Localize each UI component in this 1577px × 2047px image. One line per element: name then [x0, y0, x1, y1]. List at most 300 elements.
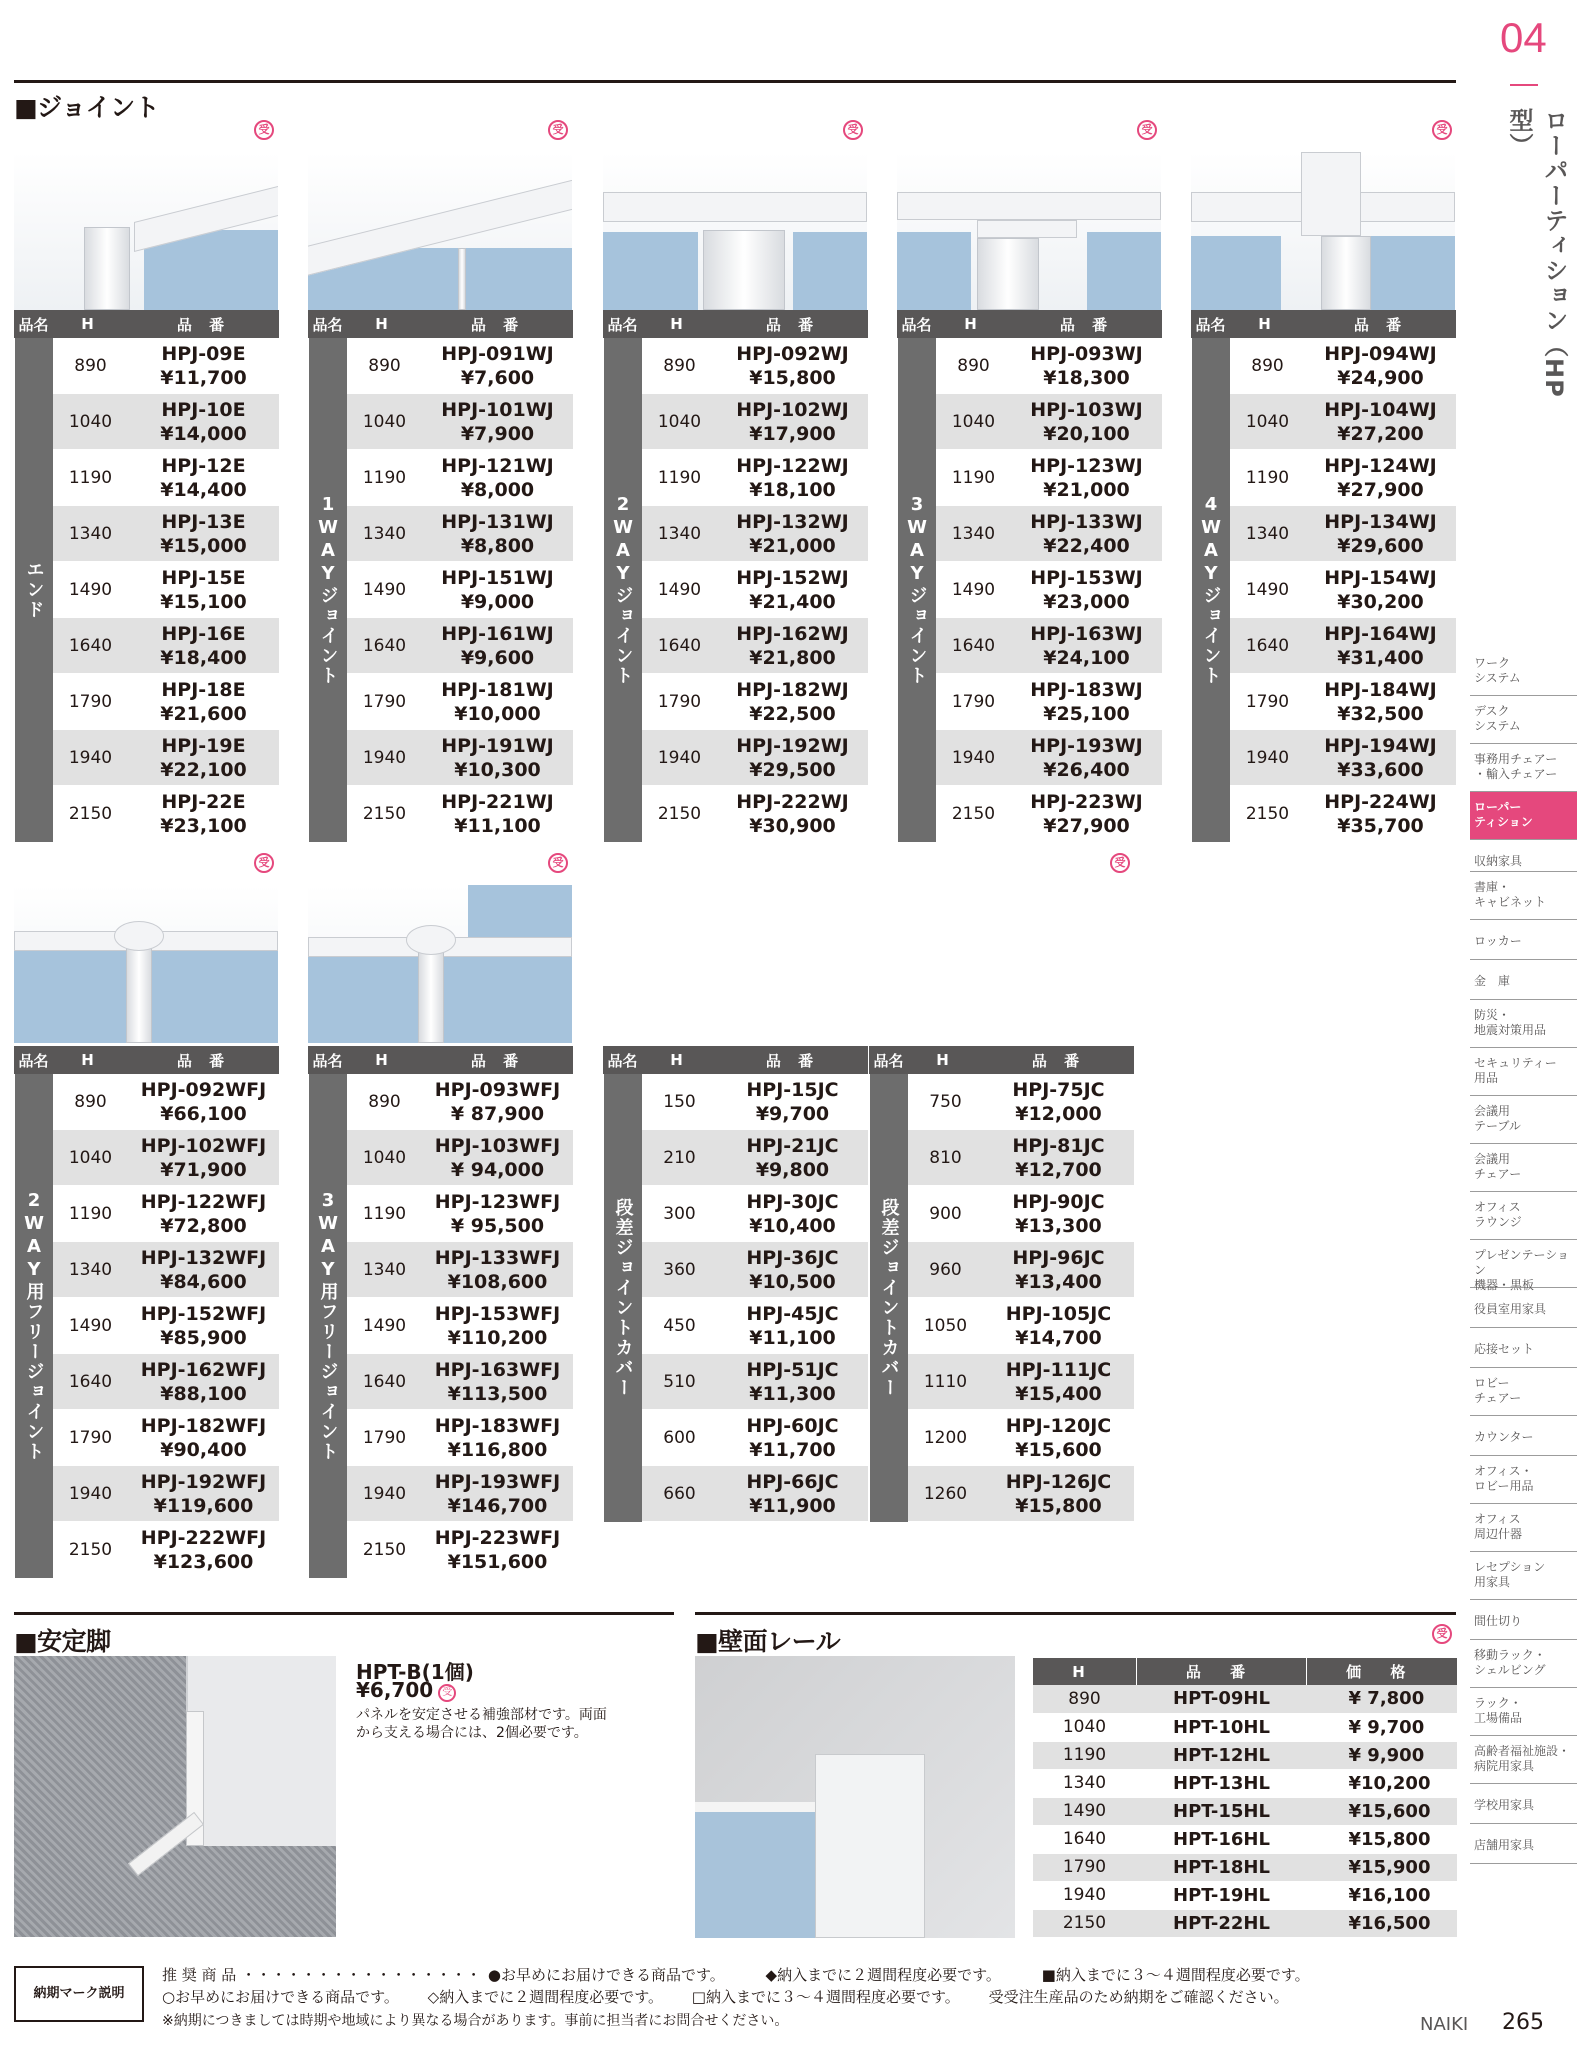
- price: ¥9,000: [460, 590, 535, 613]
- height-cell: 890: [347, 1074, 423, 1130]
- height-cell: 1490: [53, 562, 129, 618]
- part-number: HPJ-193WJ: [1030, 734, 1143, 757]
- price: ¥ 7,800: [1307, 1685, 1457, 1713]
- column-header: H: [53, 1047, 129, 1074]
- table-row: [1192, 394, 1456, 450]
- sidebar-item-label: 金 庫: [1474, 974, 1511, 988]
- height-cell: 1940: [347, 1466, 423, 1522]
- part-number: HPJ-36JC: [746, 1246, 839, 1269]
- footer-line1: [162, 1964, 1310, 1985]
- price: ¥72,800: [160, 1214, 247, 1237]
- height-cell: 1490: [936, 562, 1012, 618]
- table-row: [15, 1074, 279, 1130]
- part-number: HPJ-105JC: [1005, 1302, 1112, 1325]
- part-price-cell: [423, 1522, 573, 1578]
- sidebar-item[interactable]: [1470, 792, 1577, 840]
- footer-mark-uke: 受受注生産品のため納期をご確認ください。: [988, 1988, 1289, 2006]
- height-cell: 2150: [642, 786, 718, 842]
- price: ¥22,400: [1043, 534, 1130, 557]
- column-header: H: [936, 311, 1012, 338]
- part-price-cell: [423, 450, 573, 506]
- part-price-cell: [129, 1186, 279, 1242]
- table-header-row: [309, 311, 573, 338]
- part-number: HPJ-092WJ: [736, 342, 849, 365]
- sidebar-item[interactable]: [1470, 1416, 1577, 1456]
- table-row: [1033, 1741, 1457, 1769]
- table-header-row: [309, 1047, 573, 1074]
- height-cell: 1040: [53, 394, 129, 450]
- price: ¥10,200: [1307, 1769, 1457, 1797]
- height-cell: 1040: [347, 1130, 423, 1186]
- table-row: [870, 1298, 1134, 1354]
- sidebar-item[interactable]: [1470, 1096, 1577, 1144]
- footer-mark-square-open: □納入までに３〜４週間程度必要です。: [691, 1988, 960, 2006]
- price: ¥21,000: [749, 534, 836, 557]
- table-row: [898, 786, 1162, 842]
- sidebar-item[interactable]: [1470, 960, 1577, 1000]
- part-price-cell: [1012, 394, 1162, 450]
- sidebar-item[interactable]: [1470, 1552, 1577, 1600]
- sidebar-item[interactable]: [1470, 1144, 1577, 1192]
- height-cell: 2150: [53, 1522, 129, 1578]
- part-price-cell: [129, 1410, 279, 1466]
- table-row: [15, 1354, 279, 1410]
- stand-model: HPT-B(1個): [356, 1660, 474, 1684]
- sidebar-item[interactable]: [1470, 872, 1577, 920]
- price: ¥23,100: [160, 814, 247, 837]
- part-price-cell: [1306, 618, 1456, 674]
- table-row: [309, 618, 573, 674]
- height-cell: 1190: [347, 450, 423, 506]
- price: ¥10,300: [454, 758, 541, 781]
- part-number: HPJ-60JC: [746, 1414, 839, 1437]
- table-row: [604, 1354, 868, 1410]
- stand-rule: [14, 1612, 674, 1615]
- height-cell: 1200: [908, 1410, 984, 1466]
- part-number: HPJ-132WJ: [736, 510, 849, 533]
- height-cell: 600: [642, 1410, 718, 1466]
- table-row: [1033, 1769, 1457, 1797]
- price-table: [308, 1046, 573, 1578]
- sidebar-item-label: 高齢者福祉施設・ 病院用家具: [1474, 1744, 1571, 1773]
- price: ¥88,100: [160, 1382, 247, 1405]
- price: ¥29,500: [749, 758, 836, 781]
- sidebar-item[interactable]: [1470, 1000, 1577, 1048]
- sidebar-item[interactable]: [1470, 840, 1577, 872]
- height-cell: 1490: [347, 1298, 423, 1354]
- price: ¥27,900: [1337, 478, 1424, 501]
- column-header: H: [53, 311, 129, 338]
- sidebar-item-label: 間仕切り: [1474, 1614, 1523, 1628]
- part-number: HPJ-122WJ: [736, 454, 849, 477]
- price: ¥15,600: [1307, 1797, 1457, 1825]
- column-header: 品名: [15, 311, 53, 338]
- footer-mark-circle: ●お早めにお届けできる商品です。: [487, 1966, 725, 1984]
- price: ¥30,900: [749, 814, 836, 837]
- price: ¥11,100: [749, 1326, 836, 1349]
- table-row: [1033, 1713, 1457, 1741]
- height-cell: 1640: [1230, 618, 1306, 674]
- part-price-cell: [718, 450, 868, 506]
- sidebar-item-label: 役員室用家具: [1474, 1302, 1547, 1316]
- product-name: 2WAYジョイント: [604, 338, 642, 842]
- column-header: 品名: [309, 311, 347, 338]
- table-row: [870, 1354, 1134, 1410]
- table-row: [898, 674, 1162, 730]
- height-cell: 1640: [936, 618, 1012, 674]
- height-cell: 810: [908, 1130, 984, 1186]
- part-number: HPJ-22E: [161, 790, 246, 813]
- price: ¥119,600: [153, 1494, 254, 1517]
- price: ¥71,900: [160, 1158, 247, 1181]
- product-name: 段差ジョイントカバー: [870, 1074, 908, 1522]
- table-header-row: [15, 311, 279, 338]
- height-cell: 890: [642, 338, 718, 394]
- table-row: [309, 1466, 573, 1522]
- table-row: [309, 674, 573, 730]
- sidebar-item[interactable]: [1470, 1328, 1577, 1368]
- part-price-cell: [718, 674, 868, 730]
- sidebar-item-label: プレゼンテーション 機器・黒板: [1474, 1248, 1570, 1292]
- part-price-cell: [718, 618, 868, 674]
- table-row: [604, 1242, 868, 1298]
- part-price-cell: [718, 562, 868, 618]
- part-price-cell: [1012, 450, 1162, 506]
- sidebar-item-label: 応接セット: [1474, 1342, 1535, 1356]
- sidebar-item-label: 書庫・ キャビネット: [1474, 880, 1547, 909]
- sidebar-item[interactable]: [1470, 648, 1577, 696]
- part-price-cell: [718, 786, 868, 842]
- table-row: [604, 786, 868, 842]
- part-number: HPJ-102WFJ: [140, 1134, 267, 1157]
- table-row: [1192, 730, 1456, 786]
- height-cell: 1040: [642, 394, 718, 450]
- table-row: [1192, 506, 1456, 562]
- sidebar-item-label: カウンター: [1474, 1430, 1534, 1444]
- height-cell: 890: [1230, 338, 1306, 394]
- column-header: 品名: [604, 311, 642, 338]
- table-row: [309, 1186, 573, 1242]
- height-cell: 1340: [53, 506, 129, 562]
- height-cell: 1940: [53, 1466, 129, 1522]
- price: ¥ 87,900: [450, 1102, 545, 1125]
- height-cell: 1640: [1033, 1825, 1137, 1853]
- joint-photo: [14, 885, 278, 1043]
- part-number: HPJ-15JC: [746, 1078, 839, 1101]
- height-cell: 1340: [936, 506, 1012, 562]
- part-number: HPJ-103WJ: [1030, 398, 1143, 421]
- table-header-row: [870, 1047, 1134, 1074]
- part-price-cell: [129, 1242, 279, 1298]
- height-cell: 1790: [1033, 1853, 1137, 1881]
- part-price-cell: [718, 1466, 868, 1522]
- price-table: [869, 1046, 1134, 1522]
- price: ¥ 95,500: [450, 1214, 545, 1237]
- product-name: エンド: [15, 338, 53, 842]
- footer-note: ※納期につきましては時期や地域により異なる場合があります。事前に担当者にお問合せください。: [162, 2013, 789, 2029]
- sidebar-item-label: ワーク システム: [1474, 656, 1521, 685]
- price: ¥113,500: [447, 1382, 548, 1405]
- part-number: HPJ-093WJ: [1030, 342, 1143, 365]
- footer-recommend: 推 奨 商 品 ・・・・・・・・・・・・・・・・: [162, 1966, 482, 1984]
- price: ¥11,100: [454, 814, 541, 837]
- table-header-row: [15, 1047, 279, 1074]
- stand-price-row: [356, 1678, 456, 1702]
- sidebar-item-label: 店舗用家具: [1474, 1838, 1535, 1852]
- part-price-cell: [1306, 730, 1456, 786]
- table-row: [15, 394, 279, 450]
- stand-description: パネルを安定させる補強部材です。両面から支える場合には、2個必要です。: [356, 1707, 607, 1741]
- table-row: [15, 786, 279, 842]
- part-price-cell: [718, 506, 868, 562]
- sidebar-item[interactable]: [1470, 1504, 1577, 1552]
- part-number: HPJ-121WJ: [441, 454, 554, 477]
- part-price-cell: [129, 506, 279, 562]
- table-row: [604, 730, 868, 786]
- column-header: 品名: [898, 311, 936, 338]
- sidebar-item-label: オフィス 周辺什器: [1474, 1512, 1523, 1541]
- table-row: [1192, 338, 1456, 394]
- price: ¥17,900: [749, 422, 836, 445]
- height-cell: 1040: [1033, 1713, 1137, 1741]
- part-number: HPJ-09E: [161, 342, 246, 365]
- price: ¥25,100: [1043, 702, 1130, 725]
- table-header-row: [604, 311, 868, 338]
- height-cell: 2150: [347, 786, 423, 842]
- table-row: [309, 394, 573, 450]
- price: ¥27,200: [1337, 422, 1424, 445]
- sidebar-item[interactable]: [1470, 1368, 1577, 1416]
- height-cell: 210: [642, 1130, 718, 1186]
- chapter-title: ローパーティション（HP型）: [1505, 108, 1568, 398]
- price: ¥116,800: [447, 1438, 548, 1461]
- height-cell: 1340: [642, 506, 718, 562]
- part-price-cell: [423, 1410, 573, 1466]
- column-header: 品 番: [718, 1047, 868, 1074]
- price: ¥84,600: [160, 1270, 247, 1293]
- price: ¥22,100: [160, 758, 247, 781]
- price: ¥15,900: [1307, 1853, 1457, 1881]
- sidebar-item[interactable]: [1470, 1784, 1577, 1824]
- part-number: HPJ-192WJ: [736, 734, 849, 757]
- part-number: HPJ-21JC: [746, 1134, 839, 1157]
- part-price-cell: [1012, 338, 1162, 394]
- footer-brand: NAIKI: [1420, 2014, 1469, 2035]
- price-table: [1191, 310, 1456, 842]
- height-cell: 1940: [642, 730, 718, 786]
- price: ¥15,800: [749, 366, 836, 389]
- part-number: HPJ-103WFJ: [434, 1134, 561, 1157]
- sidebar-item[interactable]: [1470, 744, 1577, 792]
- part-price-cell: [1012, 674, 1162, 730]
- chapter-number: 04: [1500, 14, 1547, 61]
- part-number: HPJ-90JC: [1012, 1190, 1105, 1213]
- price: ¥21,600: [160, 702, 247, 725]
- part-price-cell: [984, 1410, 1134, 1466]
- part-number: HPT-16HL: [1137, 1825, 1307, 1853]
- price: ¥7,600: [460, 366, 535, 389]
- part-price-cell: [1306, 562, 1456, 618]
- price: ¥11,300: [749, 1382, 836, 1405]
- price: ¥21,000: [1043, 478, 1130, 501]
- price: ¥31,400: [1337, 646, 1424, 669]
- table-row: [604, 1410, 868, 1466]
- price: ¥18,300: [1043, 366, 1130, 389]
- part-number: HPJ-191WJ: [441, 734, 554, 757]
- table-row: [15, 1522, 279, 1578]
- column-header: H: [642, 311, 718, 338]
- table-row: [309, 1298, 573, 1354]
- table-header-row: [604, 1047, 868, 1074]
- part-number: HPJ-101WJ: [441, 398, 554, 421]
- part-price-cell: [129, 1130, 279, 1186]
- part-number: HPT-22HL: [1137, 1909, 1307, 1937]
- table-row: [309, 1522, 573, 1578]
- part-number: HPJ-123WJ: [1030, 454, 1143, 477]
- sidebar-item[interactable]: [1470, 1240, 1577, 1292]
- part-price-cell: [984, 1242, 1134, 1298]
- sidebar-item[interactable]: [1470, 1192, 1577, 1240]
- column-header: H: [908, 1047, 984, 1074]
- part-price-cell: [423, 1298, 573, 1354]
- part-number: HPJ-96JC: [1012, 1246, 1105, 1269]
- table-row: [604, 1298, 868, 1354]
- part-price-cell: [423, 562, 573, 618]
- part-number: HPT-10HL: [1137, 1713, 1307, 1741]
- sidebar-item-label: 学校用家具: [1474, 1798, 1535, 1812]
- part-number: HPJ-18E: [161, 678, 246, 701]
- column-header: 品 番: [129, 1047, 279, 1074]
- part-price-cell: [718, 1074, 868, 1130]
- sidebar-item[interactable]: [1470, 1824, 1577, 1864]
- price: ¥32,500: [1337, 702, 1424, 725]
- part-number: HPJ-094WJ: [1324, 342, 1437, 365]
- price: ¥33,600: [1337, 758, 1424, 781]
- price: ¥7,900: [460, 422, 535, 445]
- part-price-cell: [1012, 786, 1162, 842]
- part-price-cell: [718, 1242, 868, 1298]
- table-header-row: [898, 311, 1162, 338]
- sidebar-item[interactable]: [1470, 1688, 1577, 1736]
- part-number: HPJ-154WJ: [1324, 566, 1437, 589]
- part-price-cell: [129, 674, 279, 730]
- part-number: HPT-15HL: [1137, 1797, 1307, 1825]
- price: ¥9,700: [755, 1102, 830, 1125]
- height-cell: 1490: [642, 562, 718, 618]
- part-price-cell: [423, 1242, 573, 1298]
- sidebar-item[interactable]: [1470, 1640, 1577, 1688]
- height-cell: 2150: [53, 786, 129, 842]
- wallrail-photo: [695, 1656, 1015, 1938]
- part-price-cell: [129, 450, 279, 506]
- table-row: [1192, 562, 1456, 618]
- column-header: 品 番: [984, 1047, 1134, 1074]
- table-row: [309, 562, 573, 618]
- price: ¥90,400: [160, 1438, 247, 1461]
- price: ¥151,600: [447, 1550, 548, 1573]
- part-number: HPJ-161WJ: [441, 622, 554, 645]
- price: ¥66,100: [160, 1102, 247, 1125]
- table-row: [15, 450, 279, 506]
- part-price-cell: [1306, 338, 1456, 394]
- sidebar-item[interactable]: [1470, 1288, 1577, 1328]
- sidebar-item-label: デスク システム: [1474, 704, 1521, 733]
- sidebar-item-label: 移動ラック・ シェルビング: [1474, 1648, 1546, 1677]
- joint-photo: [14, 152, 278, 310]
- sidebar-item[interactable]: [1470, 1600, 1577, 1640]
- height-cell: 890: [347, 338, 423, 394]
- sidebar-item-label: 会議用 チェアー: [1474, 1152, 1522, 1181]
- sidebar-item[interactable]: [1470, 1048, 1577, 1096]
- part-number: HPJ-111JC: [1005, 1358, 1112, 1381]
- part-number: HPJ-126JC: [1005, 1470, 1112, 1493]
- price: ¥13,400: [1015, 1270, 1102, 1293]
- part-number: HPJ-162WJ: [736, 622, 849, 645]
- sidebar-item[interactable]: [1470, 1456, 1577, 1504]
- table-row: [1033, 1685, 1457, 1713]
- part-price-cell: [129, 1466, 279, 1522]
- part-price-cell: [1012, 506, 1162, 562]
- table-row: [898, 450, 1162, 506]
- part-price-cell: [984, 1186, 1134, 1242]
- part-number: HPJ-151WJ: [441, 566, 554, 589]
- column-header: 品 番: [423, 311, 573, 338]
- part-price-cell: [718, 730, 868, 786]
- part-price-cell: [1306, 674, 1456, 730]
- table-row: [309, 1130, 573, 1186]
- table-row: [870, 1466, 1134, 1522]
- table-row: [15, 674, 279, 730]
- price-table: [14, 1046, 279, 1578]
- part-price-cell: [129, 730, 279, 786]
- part-number: HPJ-16E: [161, 622, 246, 645]
- table-row: [15, 618, 279, 674]
- sidebar-item[interactable]: [1470, 1736, 1577, 1784]
- column-header: 品名: [604, 1047, 642, 1074]
- height-cell: 1340: [347, 506, 423, 562]
- table-row: [604, 562, 868, 618]
- column-header: 品 番: [718, 311, 868, 338]
- part-number: HPJ-221WJ: [441, 790, 554, 813]
- part-price-cell: [1012, 730, 1162, 786]
- sidebar-item-label: ローパー ティション: [1474, 800, 1533, 829]
- product-name: 1WAYジョイント: [309, 338, 347, 842]
- sidebar-item[interactable]: [1470, 696, 1577, 744]
- table-row: [604, 338, 868, 394]
- sidebar-item-label: 収納家具: [1474, 854, 1523, 868]
- table-row: [309, 1074, 573, 1130]
- price: ¥8,000: [460, 478, 535, 501]
- table-row: [870, 1130, 1134, 1186]
- price: ¥146,700: [447, 1494, 548, 1517]
- part-number: HPJ-182WFJ: [140, 1414, 267, 1437]
- price: ¥16,100: [1307, 1881, 1457, 1909]
- column-header: H: [347, 311, 423, 338]
- part-number: HPJ-152WJ: [736, 566, 849, 589]
- column-header: 品 番: [1137, 1658, 1307, 1685]
- sidebar-item[interactable]: [1470, 920, 1577, 960]
- table-row: [15, 730, 279, 786]
- part-number: HPJ-163WJ: [1030, 622, 1143, 645]
- part-price-cell: [1012, 618, 1162, 674]
- table-row: [309, 450, 573, 506]
- part-number: HPJ-30JC: [746, 1190, 839, 1213]
- price: ¥ 9,700: [1307, 1713, 1457, 1741]
- table-row: [309, 1242, 573, 1298]
- price-table: [603, 310, 868, 842]
- part-number: HPJ-224WJ: [1324, 790, 1437, 813]
- height-cell: 1190: [1230, 450, 1306, 506]
